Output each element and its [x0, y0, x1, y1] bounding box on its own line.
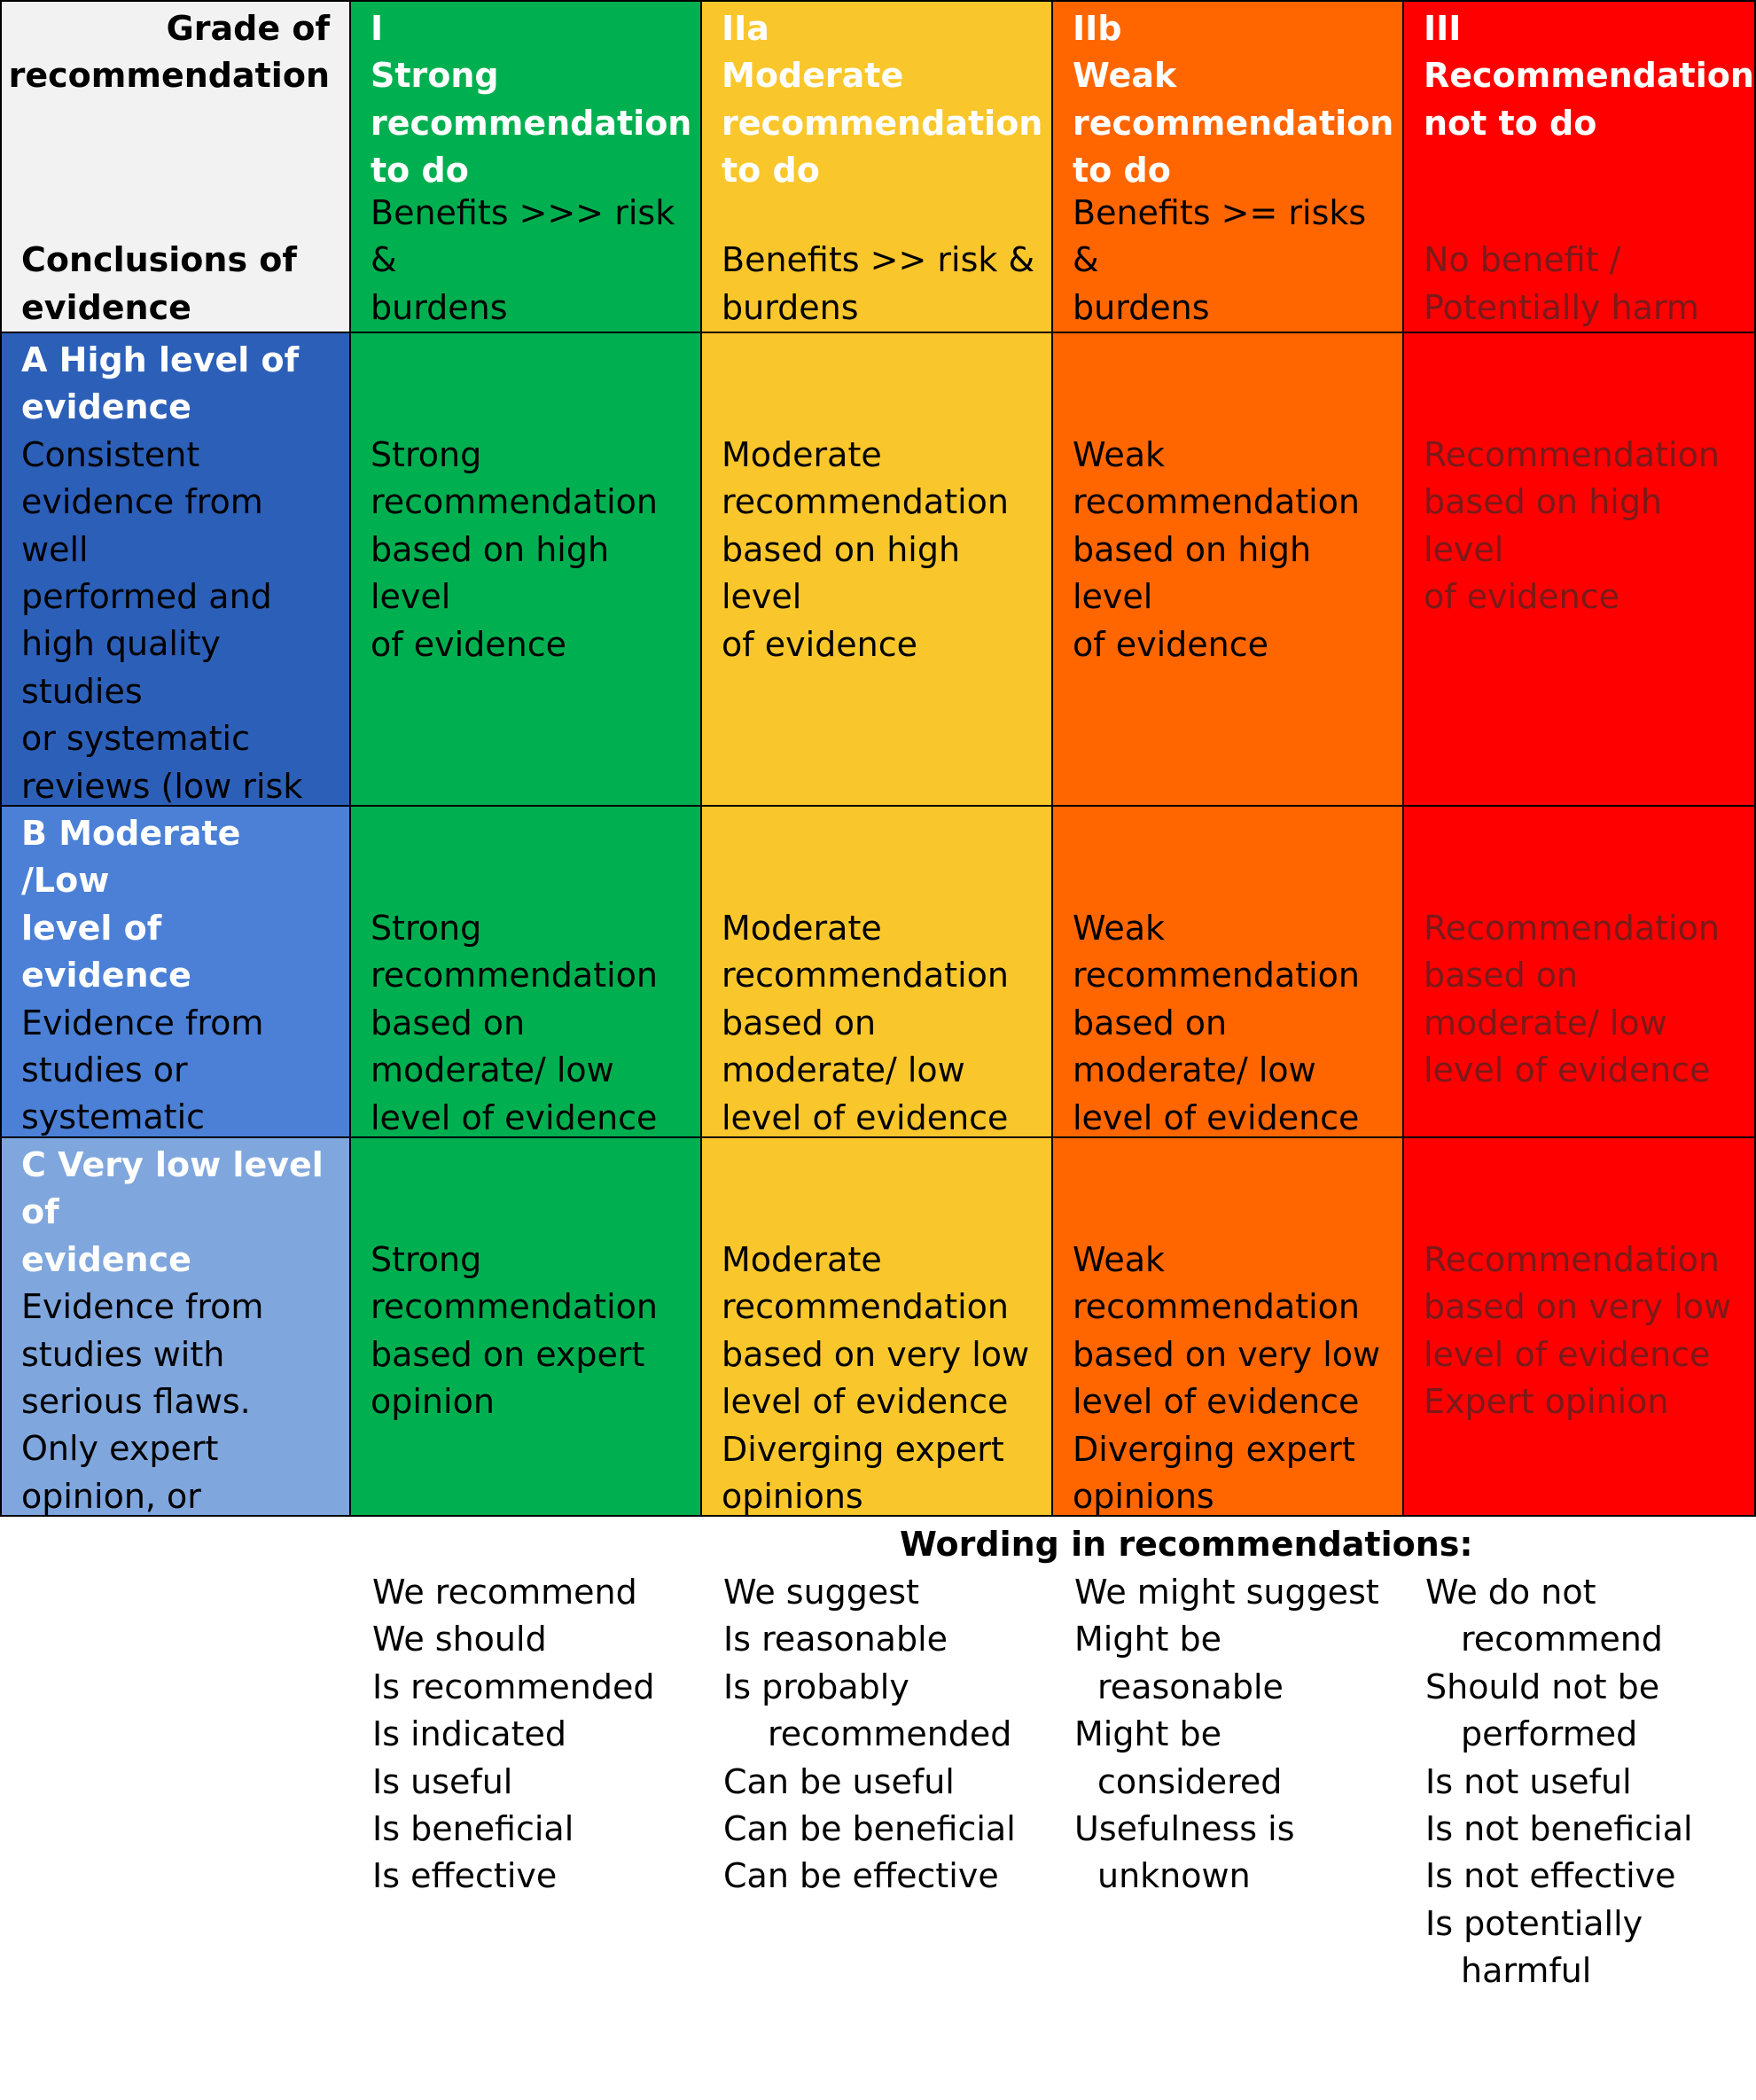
- level-C-row: [0, 1138, 1756, 1517]
- grade-I-title-line: recommendation: [371, 103, 692, 143]
- cell-line: level of evidence: [1073, 1382, 1360, 1422]
- level-A-cell: [0, 333, 351, 807]
- grade-IIa-title-line: to do: [722, 151, 820, 191]
- level-desc-line: Evidence from: [21, 1287, 264, 1327]
- grade-IIa-title-line: recommendation: [722, 103, 1043, 143]
- wording-line: unknown: [1097, 1856, 1251, 1896]
- corner-top-line: Grade of: [166, 9, 330, 48]
- grade-IIb-title-line: to do: [1073, 151, 1171, 191]
- wording-line: recommend: [1461, 1620, 1663, 1659]
- cell-line: Recommendation: [1424, 1240, 1720, 1279]
- grade-IIb-code: IIb: [1073, 9, 1122, 48]
- level-desc-line: opinion, or: [21, 1476, 201, 1516]
- wording-line: Might be: [1074, 1620, 1222, 1659]
- cell-line: of evidence: [1073, 624, 1268, 664]
- cell-B-IIb: [1053, 807, 1404, 1138]
- cell-text: [722, 905, 1032, 1138]
- grade-I-balance: [371, 190, 691, 332]
- balance-line: burdens: [371, 287, 508, 327]
- corner-bottom-line: evidence: [21, 287, 191, 327]
- wording-line: Is not effective: [1425, 1856, 1676, 1896]
- balance-line: Benefits >>> risk &: [371, 192, 675, 280]
- cell-line: Recommendation: [1424, 435, 1720, 474]
- level-desc-line: systematic: [21, 1097, 206, 1137]
- balance-line: burdens: [1073, 287, 1210, 327]
- cell-line: Weak: [1073, 1240, 1166, 1279]
- level-desc-line: performed and: [21, 577, 272, 617]
- cell-line: Moderate: [722, 1240, 882, 1279]
- wording-line: performed: [1461, 1714, 1638, 1754]
- grade-III-header: [1404, 0, 1756, 333]
- grade-I-header: [351, 0, 702, 333]
- cell-B-IIa: [702, 807, 1053, 1138]
- level-title-line: level of evidence: [21, 908, 191, 995]
- cell-line: opinions: [722, 1477, 863, 1517]
- cell-line: recommendation: [371, 482, 659, 522]
- cell-line: based on: [1424, 956, 1579, 995]
- grade-IIb-title-line: Weak: [1073, 56, 1177, 96]
- cell-line: recommendation: [1073, 1287, 1361, 1327]
- cell-C-I: [351, 1138, 702, 1517]
- cell-line: based on: [722, 1003, 877, 1042]
- cell-line: level of evidence: [1073, 1097, 1360, 1137]
- level-B-description: [21, 1000, 330, 1138]
- wording-line: Is indicated: [372, 1714, 566, 1754]
- cell-text: [1073, 905, 1383, 1138]
- level-desc-line: Consistent: [21, 434, 200, 474]
- cell-line: level of evidence: [722, 1382, 1009, 1422]
- level-C-description: [21, 1284, 330, 1517]
- cell-text: [1424, 905, 1735, 1095]
- grade-III-balance: [1424, 237, 1745, 332]
- grade-I-code: I: [371, 9, 384, 48]
- wording-line: Is reasonable: [723, 1620, 948, 1659]
- cell-B-III: [1404, 807, 1756, 1138]
- level-A-row: [0, 333, 1756, 807]
- cell-line: based on very low: [722, 1334, 1030, 1374]
- cell-text: [371, 1237, 681, 1426]
- level-desc-line: studies or: [21, 1050, 188, 1090]
- wording-line: We do not: [1425, 1573, 1596, 1612]
- corner-top-line: recommendation: [8, 56, 330, 96]
- wording-column-IIb: [1074, 1569, 1379, 1901]
- cell-line: moderate/ low: [1073, 1050, 1316, 1090]
- cell-line: based on high level: [722, 529, 961, 617]
- wording-line: Is beneficial: [372, 1809, 574, 1849]
- balance-line: Potentially harm: [1424, 287, 1699, 327]
- cell-text: [1073, 1237, 1383, 1517]
- wording-line: reasonable: [1097, 1667, 1284, 1706]
- cell-line: Strong: [371, 1240, 482, 1279]
- cell-line: Weak: [1073, 909, 1166, 948]
- level-desc-line: Evidence from: [21, 1003, 264, 1042]
- balance-line: burdens: [722, 287, 859, 327]
- cell-line: recommendation: [1073, 956, 1361, 995]
- level-A-description: [21, 432, 330, 807]
- cell-line: of evidence: [371, 624, 566, 664]
- wording-line: Is effective: [372, 1856, 558, 1896]
- cell-text: [1424, 1237, 1735, 1426]
- level-title-line: evidence: [21, 1239, 191, 1279]
- wording-column-IIa: [723, 1569, 1016, 1901]
- wording-column-I: [372, 1569, 655, 1901]
- cell-C-III: [1404, 1138, 1756, 1517]
- cell-A-IIb: [1053, 333, 1404, 807]
- wording-line: considered: [1097, 1761, 1283, 1801]
- cell-line: based on high level: [371, 529, 610, 617]
- cell-line: Diverging expert: [722, 1429, 1004, 1469]
- cell-line: Weak: [1073, 435, 1166, 474]
- cell-C-IIa: [702, 1138, 1053, 1517]
- cell-A-III: [1404, 333, 1756, 807]
- cell-line: based on expert: [371, 1334, 645, 1374]
- grade-IIa-balance: [722, 237, 1042, 332]
- cell-line: recommendation: [722, 956, 1010, 995]
- balance-line: Benefits >= risks &: [1073, 192, 1367, 280]
- cell-C-IIb: [1053, 1138, 1404, 1517]
- cell-line: recommendation: [371, 956, 659, 995]
- cell-line: Moderate: [722, 435, 882, 474]
- cell-line: of evidence: [1424, 577, 1619, 617]
- cell-line: recommendation: [371, 1287, 659, 1327]
- wording-line: Is potentially: [1425, 1903, 1643, 1943]
- wording-column-III: [1425, 1569, 1693, 1995]
- cell-line: based on very low: [1424, 1287, 1732, 1327]
- cell-line: opinion: [371, 1382, 495, 1422]
- cell-line: moderate/ low: [722, 1050, 965, 1090]
- cell-line: level of evidence: [722, 1097, 1009, 1137]
- cell-line: moderate/ low: [371, 1050, 614, 1090]
- wording-line: Is probably: [723, 1667, 909, 1706]
- cell-line: based on high level: [1073, 529, 1312, 617]
- wording-line: Is not useful: [1425, 1761, 1632, 1801]
- wording-line: We suggest: [723, 1573, 920, 1612]
- level-desc-line: Only expert: [21, 1429, 219, 1469]
- cell-line: based on high level: [1424, 482, 1663, 569]
- cell-line: opinions: [1073, 1477, 1214, 1517]
- corner-bottom-line: Conclusions of: [21, 240, 297, 280]
- wording-line: Can be useful: [723, 1761, 955, 1801]
- wording-line: We might suggest: [1074, 1573, 1379, 1612]
- wording-line: Is useful: [372, 1761, 513, 1801]
- cell-text: [722, 432, 1032, 668]
- cell-line: Expert opinion: [1424, 1382, 1669, 1422]
- cell-text: [371, 905, 681, 1138]
- cell-line: of evidence: [722, 624, 917, 664]
- grade-III-title-line: not to do: [1424, 103, 1597, 143]
- grade-III-code: III: [1424, 9, 1462, 48]
- cell-line: based on very low: [1073, 1334, 1381, 1374]
- wording-title: Wording in recommendations:: [900, 1525, 1473, 1564]
- cell-line: moderate/ low: [1424, 1003, 1667, 1042]
- wording-line: We recommend: [372, 1573, 637, 1612]
- cell-line: based on: [1073, 1003, 1228, 1042]
- grade-IIa-header: [702, 0, 1053, 333]
- wording-line: Is recommended: [372, 1667, 655, 1706]
- level-desc-line: serious flaws.: [21, 1382, 251, 1422]
- header-row: [0, 0, 1756, 333]
- level-title-line: C Very low level of: [21, 1145, 324, 1232]
- level-title-line: A High level of: [21, 340, 300, 379]
- level-desc-line: or systematic: [21, 719, 250, 759]
- balance-line: Benefits >> risk &: [722, 240, 1035, 280]
- cell-line: level of evidence: [1424, 1334, 1711, 1374]
- cell-line: level of evidence: [1424, 1050, 1711, 1090]
- wording-line: Can be beneficial: [723, 1809, 1016, 1849]
- grade-IIb-title-line: recommendation: [1073, 103, 1394, 143]
- level-desc-line: studies with: [21, 1334, 225, 1374]
- level-B-cell: [0, 807, 351, 1138]
- level-C-cell: [0, 1138, 351, 1517]
- cell-line: level of evidence: [371, 1097, 658, 1137]
- cell-line: recommendation: [722, 1287, 1010, 1327]
- conclusions-of-evidence-label: [21, 237, 297, 332]
- cell-A-IIa: [702, 333, 1053, 807]
- wording-line: recommended: [768, 1714, 1012, 1754]
- cell-line: Diverging expert: [1073, 1429, 1355, 1469]
- wording-line: Might be: [1074, 1714, 1222, 1754]
- cell-line: Moderate: [722, 909, 882, 948]
- cell-text: [722, 1237, 1032, 1517]
- grade-IIa-code: IIa: [722, 9, 769, 48]
- wording-line: Can be effective: [723, 1856, 999, 1896]
- level-desc-line: high quality studies: [21, 624, 221, 711]
- wording-line: We should: [372, 1620, 547, 1659]
- wording-line: harmful: [1461, 1951, 1592, 1991]
- balance-line: No benefit /: [1424, 240, 1621, 280]
- grade-IIb-balance: [1073, 190, 1393, 332]
- grade-I-title-line: Strong: [371, 56, 499, 96]
- grade-IIa-title-line: Moderate: [722, 56, 904, 96]
- cell-text: [1424, 432, 1735, 621]
- grade-of-recommendation-label: [9, 5, 330, 100]
- level-title-line: B Moderate /Low: [21, 814, 241, 901]
- level-desc-line: reviews (low risk: [21, 766, 303, 806]
- cell-line: Strong: [371, 909, 482, 948]
- cell-line: recommendation: [1073, 482, 1361, 522]
- corner-cell: [0, 0, 351, 333]
- grade-IIb-header: [1053, 0, 1404, 333]
- cell-line: Recommendation: [1424, 909, 1720, 948]
- cell-line: recommendation: [722, 482, 1010, 522]
- cell-line: based on: [371, 1003, 526, 1042]
- wording-line: Should not be: [1425, 1667, 1660, 1706]
- grade-III-title-line: Recommendation: [1424, 56, 1754, 96]
- cell-B-I: [351, 807, 702, 1138]
- grade-I-title-line: to do: [371, 151, 469, 191]
- wording-line: Is not beneficial: [1425, 1809, 1693, 1849]
- cell-text: [371, 432, 681, 668]
- level-B-row: [0, 807, 1756, 1138]
- wording-line: Usefulness is: [1074, 1809, 1295, 1849]
- level-title-line: evidence: [21, 387, 191, 427]
- level-desc-line: evidence from well: [21, 482, 263, 569]
- cell-text: [1073, 432, 1383, 668]
- cell-A-I: [351, 333, 702, 807]
- cell-line: Strong: [371, 435, 482, 474]
